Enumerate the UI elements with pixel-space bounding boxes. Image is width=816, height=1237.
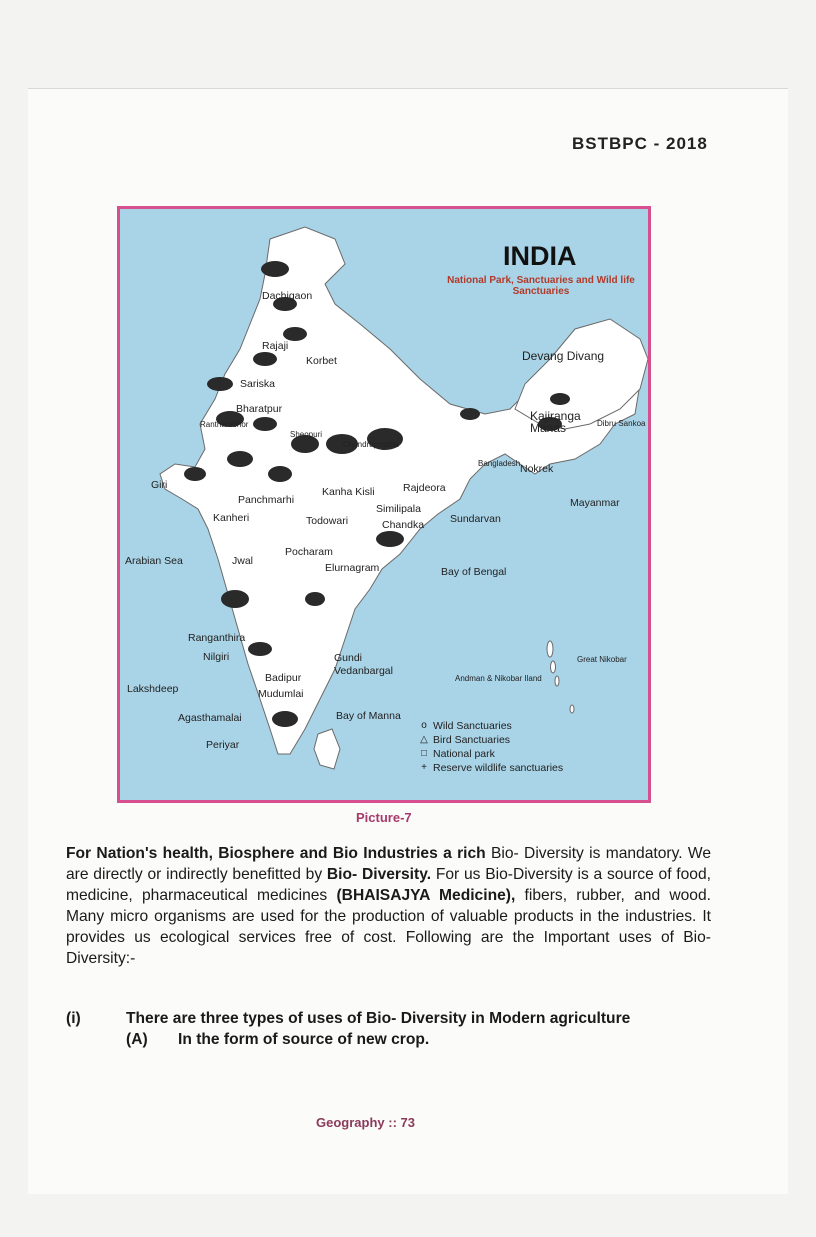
label-lakshdeep: Lakshdeep — [127, 683, 179, 695]
list-item-1-marker: (i) — [66, 1010, 81, 1027]
paragraph-bold-lead: For Nation's health, Biosphere and Bio Industries a rich — [66, 845, 486, 862]
map-legend — [418, 719, 563, 775]
label-gundi: Gundi — [334, 652, 363, 664]
label-giri: Giri — [151, 479, 168, 491]
legend-bird-sanctuaries: △ Bird Sanctuaries — [420, 734, 511, 746]
label-rajaji: Rajaji — [262, 340, 289, 352]
label-chandka: Chandka — [382, 519, 425, 531]
label-dibru-sankoa: Dibru Sankoa — [597, 419, 646, 428]
label-devang-divang: Devang Divang — [522, 349, 605, 363]
label-ranthambhor: Ranthambhor — [200, 420, 249, 429]
label-sariska: Sariska — [240, 378, 276, 390]
label-nilgiri: Nilgiri — [203, 651, 230, 663]
label-andman-nikobar: Andman & Nikobar Iland — [455, 674, 542, 683]
label-dachigaon: Dachigaon — [262, 290, 313, 302]
header-code: BSTBPC - 2018 — [572, 134, 708, 153]
label-manas: Manas — [530, 421, 567, 435]
legend-reserve-wildlife: + Reserve wildlife sanctuaries — [421, 762, 564, 774]
label-rajdeora: Rajdeora — [403, 482, 446, 494]
india-landmass — [160, 227, 640, 754]
label-ranganthira: Ranganthira — [188, 632, 246, 644]
label-badipur: Badipur — [265, 672, 302, 684]
label-pocharam: Pocharam — [285, 546, 333, 558]
body-paragraph — [66, 843, 711, 969]
label-similipala: Similipala — [376, 503, 421, 515]
label-mudumlai: Mudumlai — [258, 688, 304, 700]
legend-national-park: □ National park — [420, 748, 495, 760]
label-mayanmar: Mayanmar — [570, 497, 620, 509]
label-nokrek: Nokrek — [520, 463, 554, 475]
paragraph-text-2: For us Bio-Diversity is a source of food, medicine, pharmaceutical medicines — [66, 866, 711, 904]
label-agasthamalai: Agasthamalai — [178, 712, 242, 724]
label-bharatpur: Bharatpur — [236, 403, 283, 415]
map-title: INDIA — [503, 241, 577, 271]
label-elurnagram: Elurnagram — [325, 562, 380, 574]
label-panchmarhi: Panchmarhi — [238, 494, 295, 506]
label-bangladesh: Bangladesh — [478, 459, 521, 468]
label-kanheri: Kanheri — [213, 512, 250, 524]
label-korbet: Korbet — [306, 355, 337, 367]
paragraph-text-1: Bio- Diversity is mandatory. We are directly or indirectly benefitted by — [66, 845, 711, 883]
label-periyar: Periyar — [206, 739, 240, 751]
map-subtitle: National Park, Sanctuaries and Wild life Sanctuaries — [447, 275, 635, 297]
label-sheopuri: Sheopuri — [290, 430, 323, 439]
label-bay-of-manna: Bay of Manna — [336, 710, 401, 722]
andaman-islands — [547, 641, 574, 713]
list-item-1-text: There are three types of uses of Bio- Diversity in Modern agriculture — [126, 1010, 631, 1027]
label-chandraprabha: Chandraprabha — [343, 440, 399, 449]
label-vedanbargal: Vedanbargal — [334, 665, 393, 677]
paragraph-bold-3: (BHAISAJYA Medicine), — [336, 887, 516, 904]
label-kajiranga: Kajiranga — [530, 409, 581, 423]
sri-lanka — [314, 729, 340, 769]
label-bay-of-bengal: Bay of Bengal — [441, 566, 507, 578]
label-sundarvan: Sundarvan — [450, 513, 501, 525]
paragraph-text-3: fibers, rubber, and wood. Many micro organisms are used for the production of valuable products in the industries. It provides us ecological services free of cost. Following are the Important uses of Bio-Diversity:- — [66, 887, 711, 967]
list-item-2-marker: (A) — [126, 1031, 148, 1048]
figure-caption: Picture-7 — [356, 810, 412, 825]
page-footer: Geography :: 73 — [316, 1115, 415, 1130]
label-great-nikobar: Great Nikobar — [577, 655, 627, 664]
label-jwal: Jwal — [232, 555, 254, 567]
label-kanha-kisli: Kanha Kisli — [322, 486, 375, 498]
label-todowari: Todowari — [306, 515, 349, 527]
legend-wild-sanctuaries: o Wild Sanctuaries — [421, 720, 512, 732]
list-item-2-text: In the form of source of new crop. — [178, 1031, 430, 1048]
label-arabian-sea: Arabian Sea — [125, 555, 183, 567]
paragraph-bold-2: Bio- Diversity. — [326, 866, 432, 883]
